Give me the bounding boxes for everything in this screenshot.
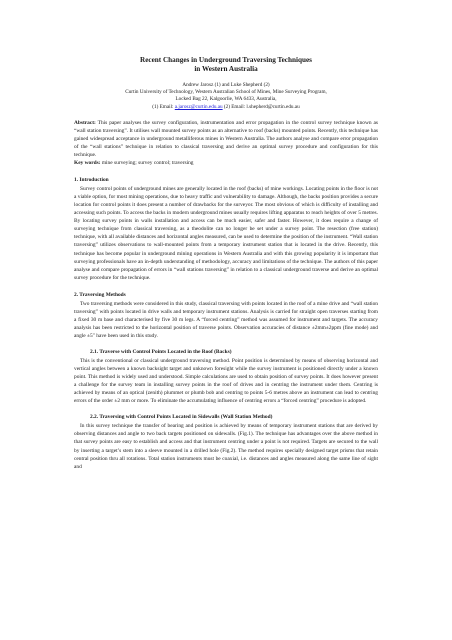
abstract [74, 119, 378, 167]
keywords-paragraph [74, 159, 378, 167]
affiliation-line-1: Curtin University of Technology, Western Australian School of Mines, Mine Surveying Program, [125, 89, 327, 96]
section-1-text: Survey control points of underground mines are generally located in the roof (backs) of mine workings. Locating points in the floor is not a viable option, for most mining operations, due to heavy traffic and vulnerability to damage. Although, the backs position provides a secure location for control points it does present a number of drawbacks for the surveyor. The most obvious of which is difficulty of installing and accessing such points. To access the backs in modern underground mines usually requires lifting apparatus to reach heights of over 5 metres. By locating survey points in walls installation and access can be much easier, safer and faster. However, it does require a change of surveying technique from classical traversing, as a theodolite can no longer be set under a survey point. The resection (free station) technique, with all available distances and horizontal angles measured, can be used to determine the position of the instrument. “Wall station traversing” utilizes observations to wall-mounted points from a temporary instrument station that is located in the drive. Recently, this technique has become popular in underground mining operations in Western Australia and with this growing popularity it is important that surveying professionals have an in-depth understanding of methodology, accuracy and limitations of the technique. The authors of this paper analyse and compare propagation of errors in “wall stations traversing” in relation to a classical underground traverse and derive an optimal survey procedure for the technique. [74, 186, 378, 281]
section-2-2-text: In this survey technique the transfer of bearing and position is achieved by means of temporary instrument stations that are derived by observing distances and angle to two back targets positioned on sidewalls. (Fig.1). The technique has advantages over the above method in that survey points are easy to establish and access and that instrument centring under a point is not required. Targets are secured to the wall by inserting a target’s stem into a sleeve mounted in a drilled hole (Fig.2). The method requires specially designed target prisms that retain central position thru all rotations. Total station instruments must be coaxial, i.e. distances and angles measured along the same line of sight and [74, 423, 378, 470]
affiliation-line-2: Locked Bag 22, Kalgoorlie, WA 6433, Australia, [175, 96, 277, 103]
section-2-heading: 2. Traversing Methods [74, 291, 126, 298]
email-prefix: (1) Email: [152, 103, 175, 110]
section-2-text: Two traversing methods were considered in this study, classical traversing with points located in the roof of a mine drive and “wall station traversing” with points located in drive walls and temporary instrument stations. Analysis is carried for straight open traverses starting from a fixed 30 m base and characterised by five 30 m legs. A “forced centring” method was assumed for instrument and targets. The accuracy analysis has been restricted to the horizontal position of traverse points. Observation accuracies of distance ±2mm±2ppm (fine mode) and angle ±5″ have been used in this study. [74, 300, 378, 339]
abstract-text: This paper analyses the survey configuration, instrumentation and error propagation in the control survey technique known as “wall station traversing”. It utilises wall mounted survey points as an alternative to roof (backs) mounted points. Recently, this technique has gained widespread acceptance in underground metalliferous mines in Western Australia. The authors analyse and compare error propagation of the “wall stations” technique in relation to classical traversing and derive an optimal survey procedure and configuration for this technique. [74, 119, 378, 158]
email-suffix: (2) Email: l.shepherd@curtin.edu.au [222, 103, 300, 110]
keywords-text: mine surveying; survey control; traversing [100, 160, 194, 167]
title-line-1: Recent Changes in Underground Traversing Techniques [140, 56, 312, 64]
section-2-1-text: This is the conventional or classical underground traversing method. Point position is determined by means of observing horizontal and vertical angles between a known backsight target and unknown foresight while the survey instrument is positioned directly under a known point. This method is widely used and understood. Simple calculations are used to obtain position of survey points. It does however present a challenge for the survey team in installing survey points in the roof of drives and in centring the instrument under them. Centring is achieved by means of an optical (zenith) plummet or plumb bob and centring to points 5-6 metres above an instrument can lead to centring errors of the order ±2 mm or more. To eliminate the accumulating influence of centring errors a “forced centring” procedure is adopted. [74, 358, 378, 405]
author-names: Andrew Jarosz (1) and Luke Shepherd (2) [182, 82, 270, 88]
abstract-label: Abstract: [74, 119, 96, 126]
email-line [74, 104, 378, 111]
paper-title [74, 56, 378, 74]
section-1-heading: 1. Introduction [74, 177, 109, 184]
author-block [74, 82, 378, 111]
abstract-paragraph [74, 119, 378, 159]
email-link[interactable]: a.jarosz@curtin.edu.au [174, 103, 223, 110]
title-line-2: in Western Australia [194, 65, 258, 73]
keywords-label: Key words: [74, 160, 101, 167]
section-2-1-heading: 2.1. Traverse with Control Points Located in the Roof (Backs) [90, 348, 232, 355]
section-2-2-heading: 2.2. Traversing with Control Points Located in Sidewalls (Wall Station Method) [90, 414, 273, 421]
